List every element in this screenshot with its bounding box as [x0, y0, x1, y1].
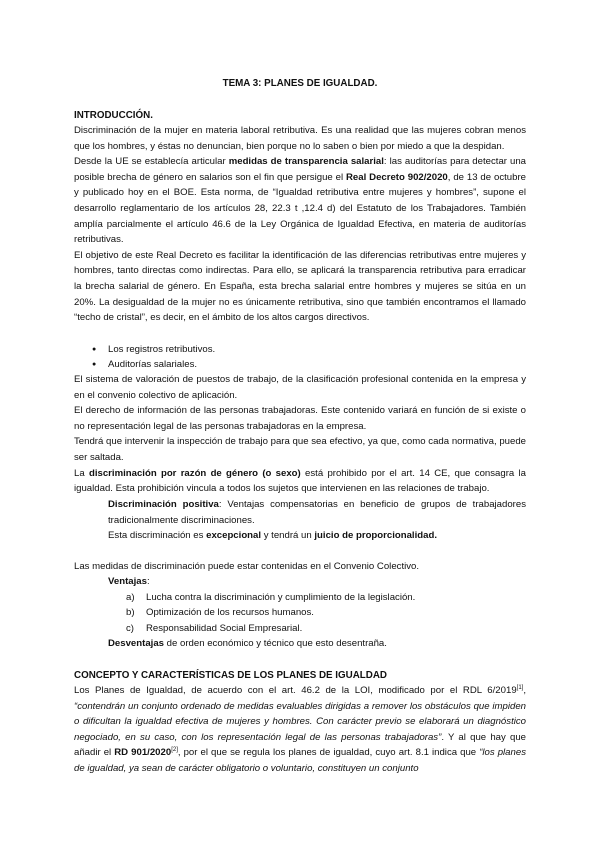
bullet-icon: ●	[92, 346, 97, 353]
paragraph-genero: La discriminación por razón de género (o sexo) está prohibido por el art. 14 CE, que consagra la igualdad. Esta prohibición vincula a todos los sujetos que intervienen en las relaciones de trabajo.	[74, 467, 526, 495]
ventajas-label: Ventajas:	[108, 576, 150, 587]
paragraph-objetivo: El objetivo de este Real Decreto es facilitar la identificación de las diferencias retributivas entre mujeres y hombres, tanto directas como indirectas. Para ello, se aplicará la transparencia retributiva para erradicar la brecha salarial de género. En España, esta brecha salarial entre hombres y mujeres se sitúa en un 20%. La desigualdad de la mujer no es únicamente retributiva, sino que también encontramos el llamado “techo de cristal”, es decir, en el ámbito de los altos cargos directivos.	[74, 249, 526, 324]
paragraph-excepcional: Esta discriminación es excepcional y tendrá un juicio de proporcionalidad.	[108, 530, 437, 541]
footnote-ref-2[interactable]: [2]	[171, 747, 178, 754]
intro-heading: INTRODUCCIÓN.	[74, 110, 153, 121]
paragraph-desventajas: Desventajas de orden económico y técnico que esto desentraña.	[108, 638, 387, 649]
ventaja-item: b) Optimización de los recursos humanos.	[126, 607, 314, 618]
intro-body-2	[74, 372, 526, 497]
concepto-heading: CONCEPTO Y CARACTERÍSTICAS DE LOS PLANES DE IGUALDAD	[74, 670, 387, 681]
paragraph-discriminacion: Discriminación de la mujer en materia laboral retributiva. Es una realidad que las mujeres cobran menos que los hombres, y éstas no denuncian, bien porque no lo saben o bien por miedo a que la despidan.	[74, 125, 526, 152]
bullet-icon: ●	[92, 361, 97, 368]
paragraph-inspeccion: Tendrá que intervenir la inspección de trabajo para que sea efectivo, ya que, como cada normativa, puede ser saltada.	[74, 436, 526, 463]
document-title: TEMA 3: PLANES DE IGUALDAD.	[222, 78, 378, 89]
intro-body	[74, 123, 526, 326]
paragraph-ue: Desde la UE se establecía articular medidas de transparencia salarial: las auditorías para detectar una posible brecha de género en salarios son el fin que persigue el Real Decreto 902/2020, de 13 de octubre y publicado hoy en el BOE. Esta norma, de “Igualdad retributiva entre mujeres y hombres”, supone el desarrollo reglamentario de los artículos 28, 22.3 t ,12.4 d) del Estatuto de los Trabajadores. También amplía parcialmente el artículo 46.6 de la Ley Orgánica de Igualdad Efectiva, en materia de auditorías retributivas.	[74, 156, 527, 246]
paragraph-planes: Los Planes de Igualdad, de acuerdo con el art. 46.2 de la LOI, modificado por el RDL 6/2019[1], “contendrán un conjunto ordenado de medidas evaluables dirigidas a remover los obstáculos que impiden o dificultan la igualdad efectiva de mujeres y hombres. Con carácter previo se elaborará un diagnóstico negociado, en su caso, con los representación legal de las personas trabajadoras”. Y al que hay que añadir el RD 901/2020[2], por el que se regula los planes de igualdad, cuyo art. 8.1 indica que “los planes de igualdad, ya sean de carácter obligatorio o voluntario, constituyen un conjunto	[74, 685, 526, 774]
paragraph-derecho: El derecho de información de las personas trabajadoras. Este contenido variará en función de si existe o no representación legal de las personas trabajadoras en la empresa.	[74, 405, 526, 432]
ventaja-item: c) Responsabilidad Social Empresarial.	[126, 623, 303, 634]
bullet-item: ● Auditorías salariales.	[92, 357, 197, 373]
paragraph-sistema: El sistema de valoración de puestos de trabajo, de la clasificación profesional contenida en la empresa y en el convenio colectivo de aplicación.	[74, 374, 526, 401]
footnote-ref-1[interactable]: [1]	[516, 685, 524, 691]
bullet-item: ● Los registros retributivos.	[92, 342, 215, 358]
paragraph-convenio: Las medidas de discriminación puede estar contenidas en el Convenio Colectivo.	[74, 561, 420, 572]
paragraph-positiva: Discriminación positiva: Ventajas compensatorias en beneficio de grupos de trabajadores tradicionalmente discriminaciones.	[108, 499, 526, 526]
ventaja-item: a) Lucha contra la discriminación y cumplimiento de la legislación.	[126, 592, 416, 603]
